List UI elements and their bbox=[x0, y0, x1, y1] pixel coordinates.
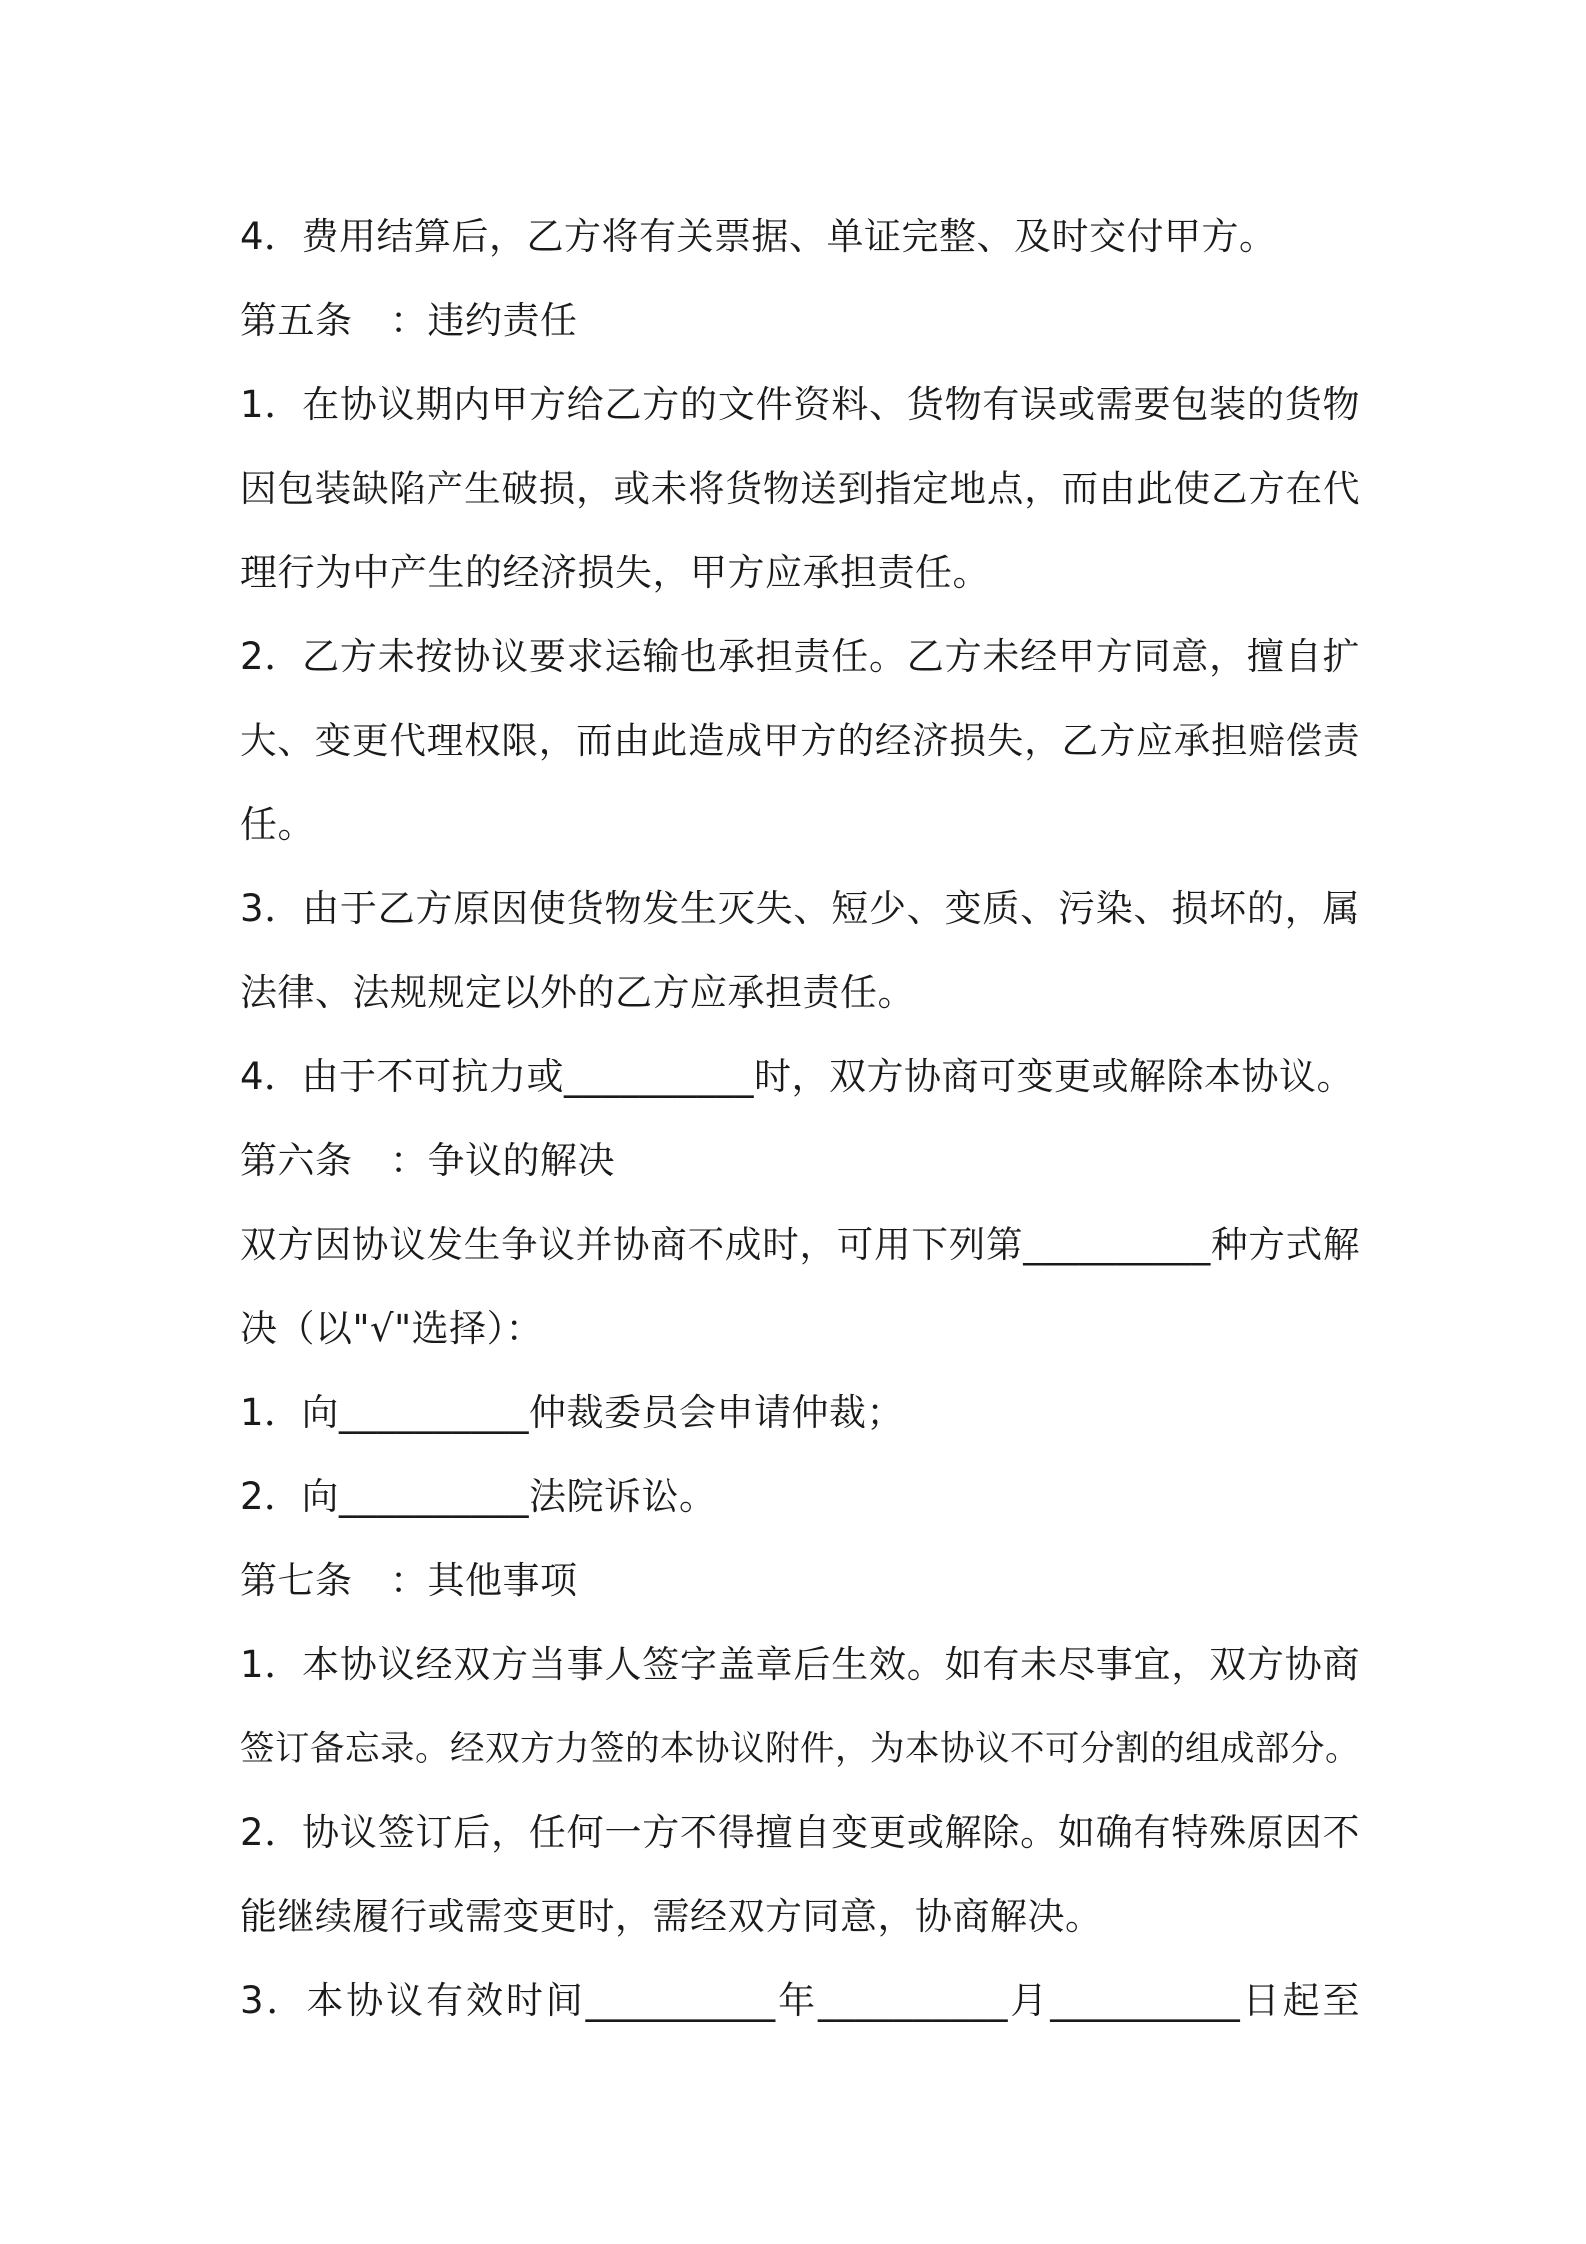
article-6-heading: 第六条 ：争议的解决 bbox=[240, 1139, 615, 1182]
article-7-heading: 第七条 ：其他事项 bbox=[240, 1559, 578, 1602]
clause-7-3: 3．本协议有效时间__________年__________月__________日起至 bbox=[240, 1979, 1360, 2022]
clause-7-2-line-2: 能继续履行或需变更时，需经双方同意，协商解决。 bbox=[240, 1895, 1103, 1938]
clause-5-3-line-2: 法律、法规规定以外的乙方应承担责任。 bbox=[240, 971, 915, 1014]
clause-5-2-line-2: 大、变更代理权限，而由此造成甲方的经济损失，乙方应承担赔偿责 bbox=[240, 719, 1360, 762]
clause-4-4: 4．费用结算后，乙方将有关票据、单证完整、及时交付甲方。 bbox=[240, 215, 1277, 258]
article-6-intro-line-2: 决（以"√"选择）： bbox=[240, 1307, 544, 1350]
document-page bbox=[240, 195, 1360, 2043]
clause-5-4: 4．由于不可抗力或__________时，双方协商可变更或解除本协议。 bbox=[240, 1055, 1355, 1098]
article-6-intro-line-1: 双方因协议发生争议并协商不成时，可用下列第__________种方式解 bbox=[240, 1223, 1360, 1266]
clause-5-1-line-1: 1．在协议期内甲方给乙方的文件资料、货物有误或需要包装的货物 bbox=[240, 383, 1360, 426]
clause-7-2-line-1: 2．协议签订后，任何一方不得擅自变更或解除。如确有特殊原因不 bbox=[240, 1811, 1360, 1854]
article-5-heading: 第五条 ：违约责任 bbox=[240, 299, 578, 342]
clause-6-1: 1．向__________仲裁委员会申请仲裁； bbox=[240, 1391, 905, 1434]
clause-5-1-line-3: 理行为中产生的经济损失，甲方应承担责任。 bbox=[240, 551, 990, 594]
clause-5-2-line-1: 2．乙方未按协议要求运输也承担责任。乙方未经甲方同意，擅自扩 bbox=[240, 635, 1360, 678]
clause-7-1-line-1: 1．本协议经双方当事人签字盖章后生效。如有未尽事宜，双方协商 bbox=[240, 1643, 1360, 1686]
clause-5-3-line-1: 3．由于乙方原因使货物发生灭失、短少、变质、污染、损坏的，属 bbox=[240, 887, 1360, 930]
clause-5-2-line-3: 任。 bbox=[240, 803, 315, 846]
clause-6-2: 2．向__________法院诉讼。 bbox=[240, 1475, 717, 1518]
clause-5-1-line-2: 因包装缺陷产生破损，或未将货物送到指定地点，而由此使乙方在代 bbox=[240, 467, 1360, 510]
clause-7-1-line-2: 签订备忘录。经双方力签的本协议附件，为本协议不可分割的组成部分。 bbox=[240, 1729, 1360, 1769]
